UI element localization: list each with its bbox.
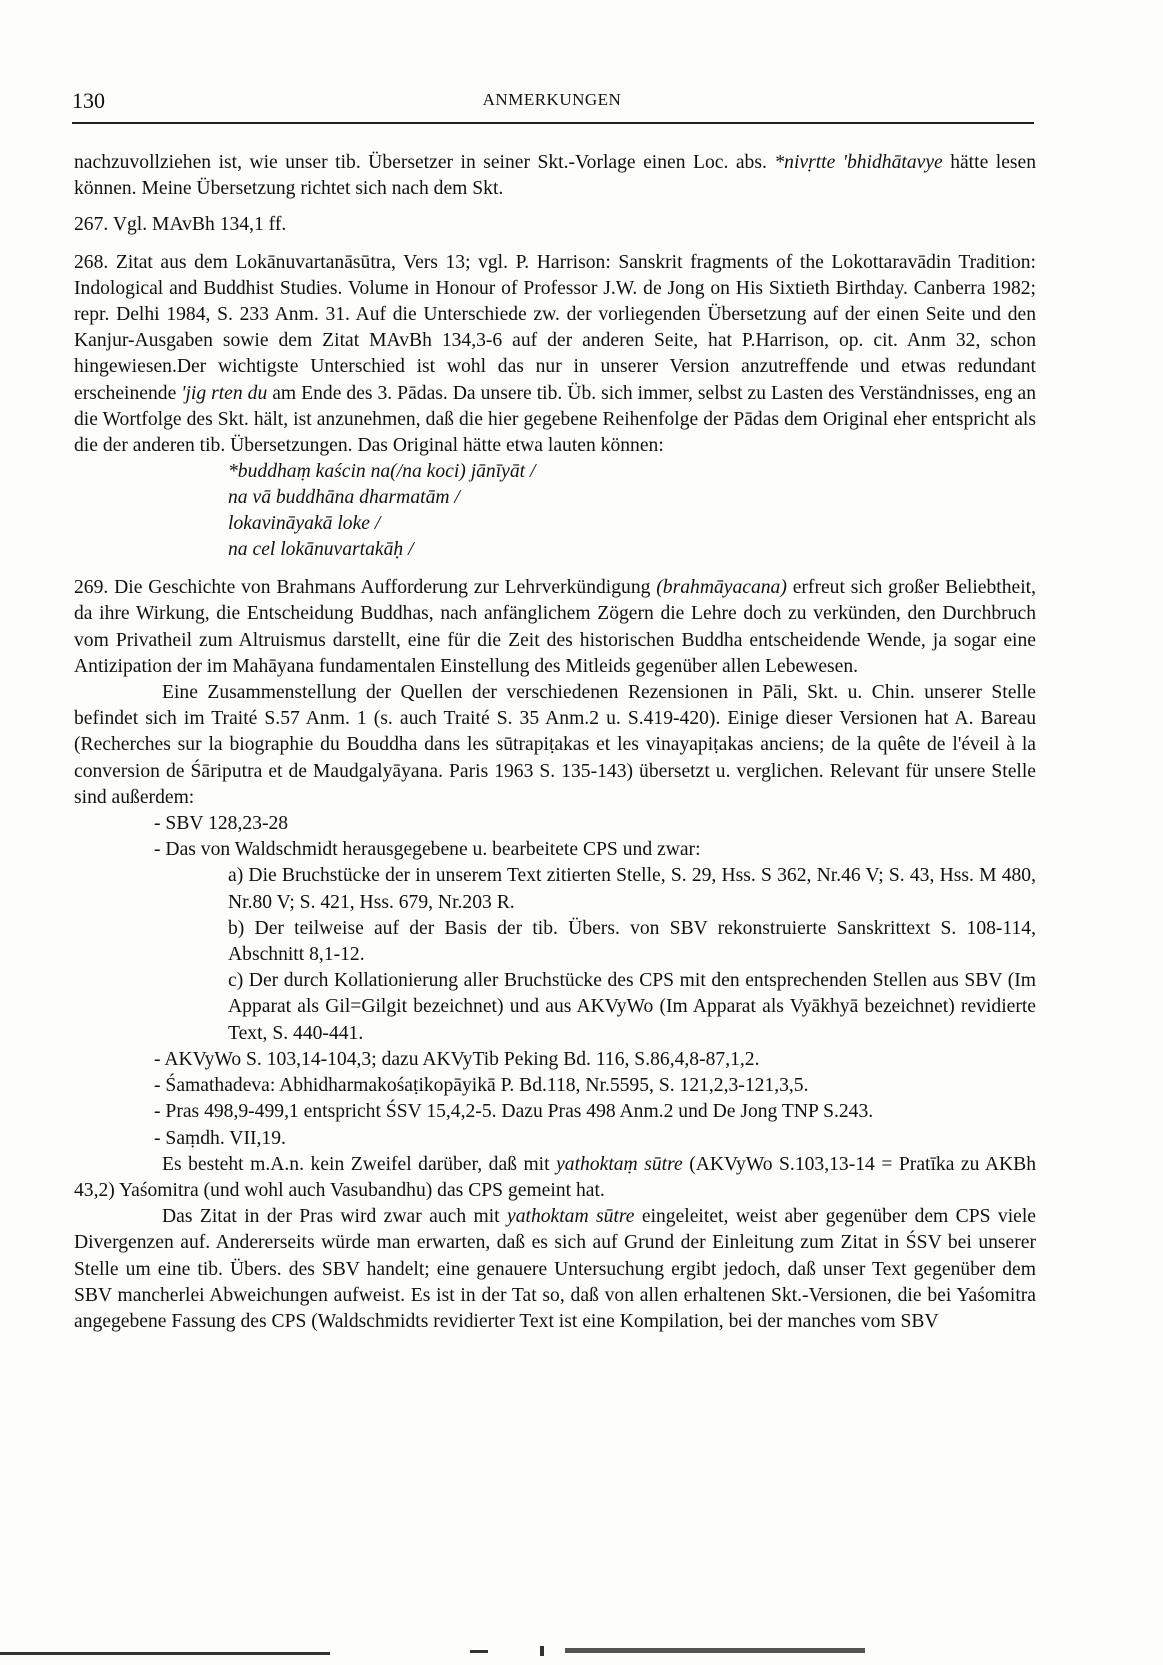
note-267: 267. Vgl. MAvBh 134,1 ff. <box>74 214 287 236</box>
note-268-text-end: am Ende des 3. Pādas. Da unsere tib. Üb. sich immer, selbst zu Lasten des Verständnisses, eng an die Wortfolge des Skt. hält, ist anzunehmen, daß die hier gegebene Reihenfolge der Pādas dem Original eher entspricht als die der anderen tib. Übersetzungen. Das Original hätte etwa lauten können: <box>74 382 1036 457</box>
note-269-paragraph-3 <box>74 1152 1036 1204</box>
note-268 <box>74 250 1036 460</box>
note-269-text-end: erfreut sich großer Beliebtheit, da ihre Wirkung, die Entscheidung Buddhas, nach anfänglichem Zögern die Lehre doch zu verkünden, den Durchbruch vom Privatheil zum Altruismus darstellt, eine für die Zeit des historischen Buddha entscheidende Wende, ja sogar eine Antizipation der im Mahāyana fundamentalen Einstellung des Mitleids gegenüber allen Lebewesen. <box>74 577 1036 677</box>
p4-text: Das Zitat in der Pras wird zwar auch mit <box>162 1206 508 1228</box>
verse-line: na cel lokānuvartakāḥ / <box>228 539 414 561</box>
scan-bar <box>0 1652 330 1655</box>
list-item: - Pras 498,9-499,1 entspricht ŚSV 15,4,2-5. Dazu Pras 498 Anm.2 und De Jong TNP S.243. <box>154 1101 874 1123</box>
note-268-italic: 'jig rten du <box>181 382 268 404</box>
note-269-text: 269. Die Geschichte von Brahmans Aufforderung zur Lehrverkündigung <box>74 577 657 599</box>
p4-text-end: eingeleitet, weist aber gegenüber dem CPS viele Divergenzen auf. Andererseits würde man erwarten, daß es sich auf Grund der Einleitung zum Zitat in ŚSV bei unserer Stelle um eine tib. Übers. des SBV handelt; eine genauere Untersuchung ergibt jedoch, daß unser Text gegenüber dem SBV mancherlei Abweichungen aufweist. Es ist in der Tat so, daß von allen erhaltenen Skt.-Versionen, die bei Yaśomitra angegebene Fassung des CPS (Waldschmidts revidierter Text ist eine Kompilation, bei der manches vom SBV <box>74 1206 1037 1332</box>
page-number: 130 <box>72 88 105 113</box>
sub-item-b: b) Der teilweise auf der Basis der tib. Übers. von SBV rekonstruierte Sanskrittext S. 108-114, Abschnitt 8,1-12. <box>228 917 1036 966</box>
p3-italic: yathoktaṃ sūtre <box>556 1153 683 1175</box>
verse-line: lokavināyakā loke / <box>228 513 381 535</box>
intro-paragraph <box>74 150 1036 202</box>
p3-text: Es besteht m.A.n. kein Zweifel darüber, daß mit <box>162 1153 557 1175</box>
intro-text: nachzuvollziehen ist, wie unser tib. Übersetzer in seiner Skt.-Vorlage einen Loc. abs. <box>74 152 775 173</box>
p4-italic: yathoktam sūtre <box>507 1206 635 1228</box>
running-title: ANMERKUNGEN <box>482 90 622 109</box>
list-item: - Śamathadeva: Abhidharmakośaṭikopāyikā P. Bd.118, Nr.5595, S. 121,2,3-121,3,5. <box>154 1075 809 1097</box>
scan-bar <box>470 1650 488 1653</box>
verse-line: *buddhaṃ kaścin na(/na koci) jānīyāt / <box>228 461 536 483</box>
note-269-italic: (brahmāyacana) <box>656 577 787 599</box>
scan-bar <box>540 1646 544 1656</box>
scan-bar <box>565 1648 865 1653</box>
header-rule <box>72 122 1034 124</box>
scan-footer-artifacts <box>0 1632 1163 1665</box>
list-item: - SBV 128,23-28 <box>154 813 289 835</box>
source-list <box>154 811 1036 863</box>
p3-text-end: (AKVyWo S.103,13-14 = Pratīka zu AKBh 43,2) Yaśomitra (und wohl auch Vasubandhu) das CPS gemeint hat. <box>74 1153 1036 1201</box>
sanskrit-verse <box>228 459 1036 563</box>
intro-text-end: hätte lesen können. Meine Übersetzung richtet sich nach dem Skt. <box>74 152 1037 200</box>
note-269 <box>74 575 1036 680</box>
intro-italic: *nivṛtte 'bhidhātavye <box>774 152 943 173</box>
list-item: - AKVyWo S. 103,14-104,3; dazu AKVyTib Peking Bd. 116, S.86,4,8-87,1,2. <box>154 1048 760 1070</box>
sub-item-a: a) Die Bruchstücke der in unserem Text zitierten Stelle, S. 29, Hss. S 362, Nr.46 V; S. 43, Hss. M 480, Nr.80 V; S. 421, Hss. 679, Nr.203 R. <box>228 865 1036 913</box>
verse-line: na vā buddhāna dharmatām / <box>228 487 460 509</box>
sub-item-c: c) Der durch Kollationierung aller Bruchstücke des CPS mit den entsprechenden Stellen aus SBV (Im Apparat als Gil=Gilgit bezeichnet) und aus AKVyWo (Im Apparat als Vyākhyā bezeichnet) revidierte Text, S. 440-441. <box>228 970 1036 1044</box>
list-item: - Das von Waldschmidt herausgegebene u. bearbeitete CPS und zwar: <box>154 839 701 861</box>
note-268-text: 268. Zitat aus dem Lokānuvartanāsūtra, Vers 13; vgl. P. Harrison: Sanskrit fragments of the Lokottaravādin Tradition: Indological and Buddhist Studies. Volume in Honour of Professor J.W. de Jong on His Sixtieth Birthday. Canberra 1982; repr. Delhi 1984, S. 233 Anm. 31. Auf die Unterschiede zw. der vorliegenden Übersetzung auf der einen Seite und den Kanjur-Ausgaben sowie dem Zitat MAvBh 134,3-6 auf der anderen Seite, hat P.Harrison, op. cit. Anm 32, schon hingewiesen.Der wichtigste Unterschied ist wohl das nur in unserer Version anzutreffende und etwas redundant erscheinende <box>74 251 1036 404</box>
list-item: - Saṃdh. VII,19. <box>154 1127 286 1149</box>
note-269-paragraph-2: Eine Zusammenstellung der Quellen der verschiedenen Rezensionen in Pāli, Skt. u. Chin. unserer Stelle befindet sich im Traité S.57 Anm. 1 (s. auch Traité S. 35 Anm.2 u. S.419-420). Einige dieser Versionen hat A. Bareau (Recherches sur la biographie du Bouddha dans les sūtrapiṭakas et les vinayapiṭakas anciens; de la quête de l'éveil à la conversion de Śāriputra et de Maudgalyāyana. Paris 1963 S. 135-143) übersetzt u. verglichen. Relevant für unsere Stelle sind außerdem: <box>74 682 1036 808</box>
note-269-paragraph-4 <box>74 1204 1036 1335</box>
source-list-cont <box>154 1047 1036 1152</box>
notes-body <box>74 150 1036 1335</box>
page-header <box>72 88 1032 122</box>
